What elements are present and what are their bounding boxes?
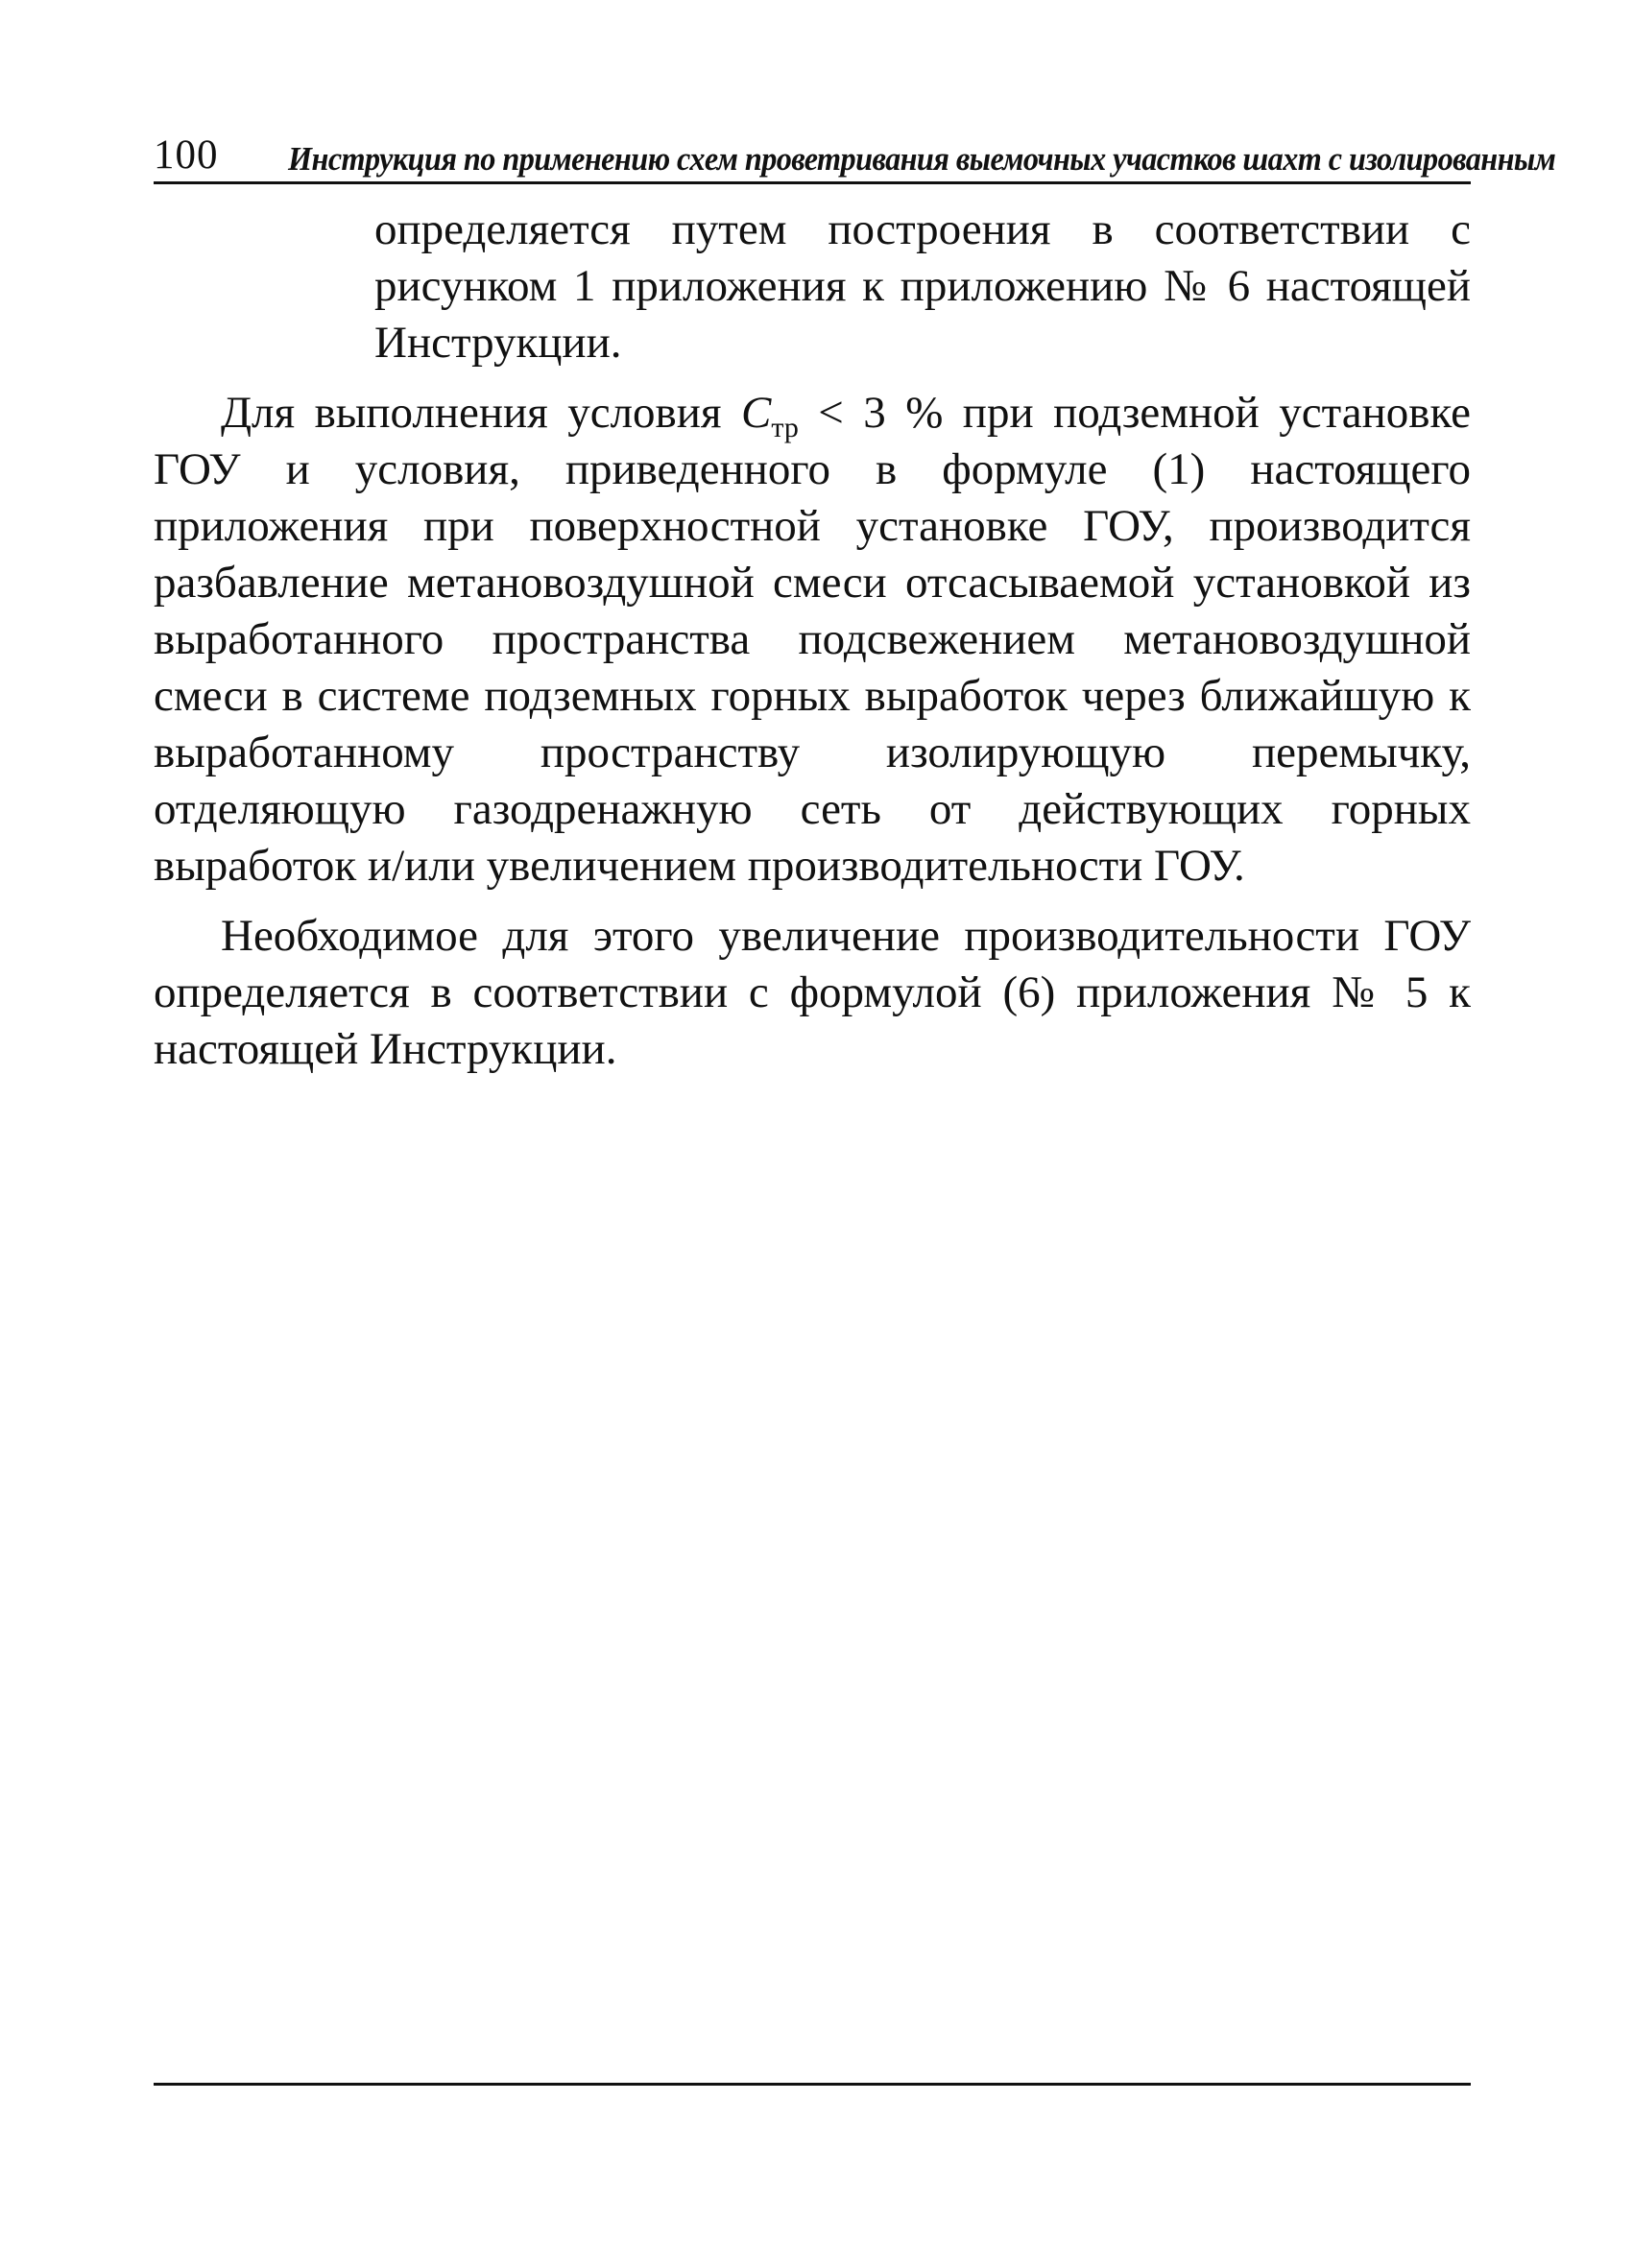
subscript-tr: тр [771,412,799,443]
page-number: 100 [154,132,219,178]
paragraph-condition-rest: < 3 % при подземной установке ГОУ и условия, приведенного в формуле (1) настоящего приложения при поверхностной установке ГОУ, производится разбавление метановоздушной смеси отсасываемой установкой из выработанного пространства подсвежением метановоздушной смеси в системе подземных горных выработок через ближайшую к выработанному пространству изолирующую перемычку, отделяющую газодренажную сеть от действующих горных выработок и/или увеличением производительности ГОУ. [154,388,1471,891]
footer-rule [154,2083,1471,2086]
page-header [154,125,1555,184]
paragraph-performance: Необходимое для этого увеличение производительности ГОУ определяется в соответствии с формулой (6) приложения № 5 к настоящей Инструкции. [154,911,1471,1074]
variable-c: C [740,388,772,438]
running-title: Инструкция по применению схем проветривания выемочных участков шахт с изолированным [287,140,1555,178]
paragraph-condition [154,385,1471,895]
paragraph-condition-start: Для выполнения условия [221,388,741,438]
paragraph-continued: определяется путем построения в соответствии с рисунком 1 приложения к приложению № 6 настоящей Инструкции. [374,204,1471,368]
body-text [154,202,1471,1078]
